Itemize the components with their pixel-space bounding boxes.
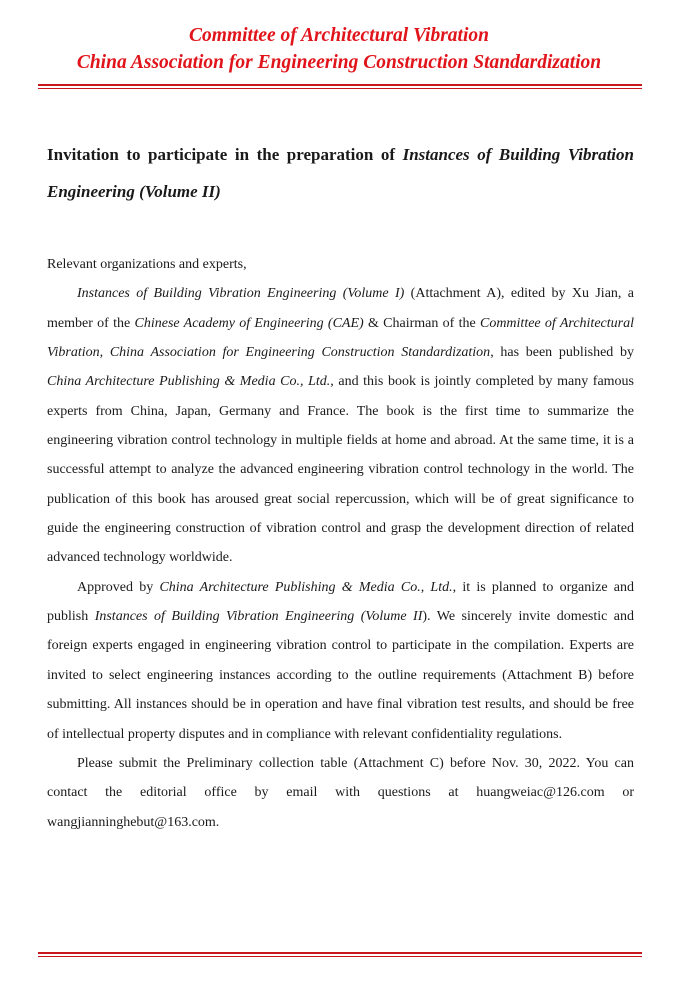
- letterhead-committee: Committee of Architectural Vibration: [189, 25, 489, 46]
- p2-publisher: China Architecture Publishing & Media Co., Ltd.: [159, 579, 453, 595]
- p2-text-b: , it is planned to organize and publish: [47, 579, 634, 625]
- paragraph-1: [47, 279, 634, 572]
- p1-text-c: , has been published by: [490, 345, 634, 361]
- p2-text-c: ). We sincerely invite domestic and foreign experts engaged in engineering vibration control to participate in the compilation. Experts are invited to select engineering instances according to the outline requirements (Attachment B) before submitting. All instances should be in operation and have final vibration test results, and should be free of intellectual property disputes and in compliance with relevant confidentiality regulations.: [47, 609, 635, 742]
- p1-text-b: & Chairman of the: [363, 315, 480, 331]
- p1-text-d: , and this book is jointly completed by many famous experts from China, Japan, Germany and France. The book is the first time to summarize the engineering vibration control technology in multiple fields at home and abroad. At the same time, it is a successful attempt to analyze the advanced engineering vibration control technology in the world. The publication of this book has aroused great social repercussion, which will be of great significance to guide the engineering construction of vibration control and grasp the development direction of related advanced technology worldwide.: [47, 374, 635, 566]
- p2-book-volume-2: Instances of Building Vibration Engineering (Volume II: [94, 609, 423, 625]
- paragraph-3: Please submit the Preliminary collection table (Attachment C) before Nov. 30, 2022. You can contact the editorial office by email with questions at huangweiac@126.com or wangjianninghebut@163.com.: [47, 755, 634, 830]
- p1-publisher: China Architecture Publishing & Media Co., Ltd.: [47, 374, 331, 390]
- p2-text-a: Approved by: [77, 579, 160, 595]
- title-book-name: Instances of Building Vibration Engineering (Volume II): [47, 145, 634, 201]
- letter-body: [47, 250, 634, 837]
- document-title: [47, 136, 634, 210]
- title-prefix: Invitation to participate in the preparation of: [47, 145, 403, 164]
- paragraph-2: [47, 573, 634, 749]
- p1-book-volume-1: Instances of Building Vibration Engineering (Volume I): [77, 286, 405, 302]
- letterhead-association: China Association for Engineering Construction Standardization: [76, 52, 602, 73]
- header-divider-thick: [38, 84, 642, 86]
- salutation: Relevant organizations and experts,: [47, 257, 247, 272]
- footer-divider-thin: [38, 956, 642, 957]
- p1-cae: Chinese Academy of Engineering (CAE): [134, 315, 364, 331]
- p1-text-a: (Attachment A), edited by Xu Jian, a member of the: [47, 286, 634, 331]
- letterhead: [0, 22, 678, 76]
- header-divider-thin: [38, 88, 642, 89]
- p1-committee: Committee of Architectural Vibration, China Association for Engineering Construction Standardization: [47, 315, 634, 361]
- footer-divider-thick: [38, 952, 642, 954]
